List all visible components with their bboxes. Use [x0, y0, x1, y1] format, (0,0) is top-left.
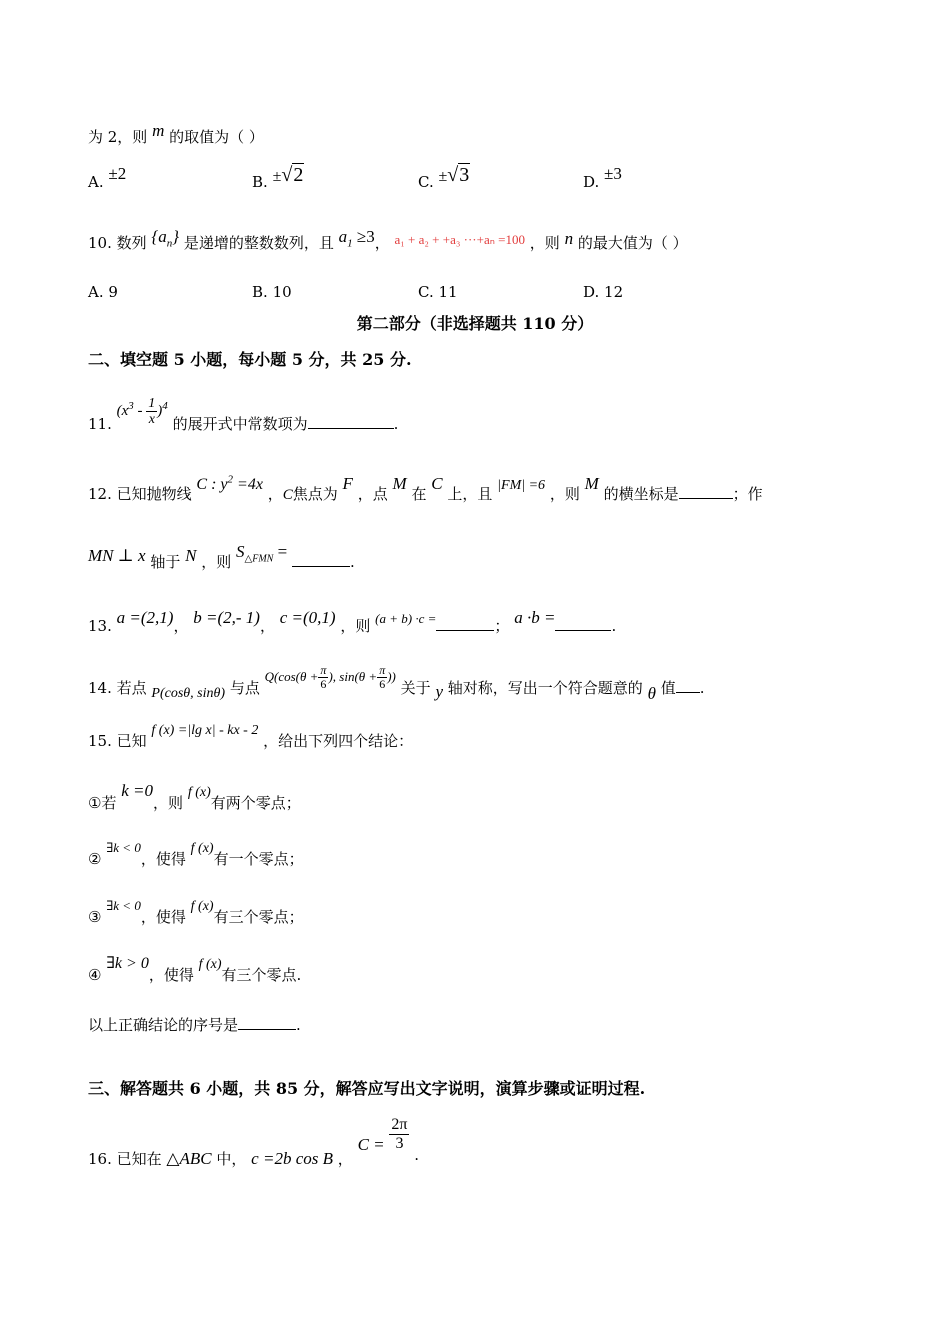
q13: 13. a =(2,1)， b =(2,- 1)， c =(0,1) ，则 (a + b) ·c = ； a ·b = .	[88, 608, 617, 635]
q15-stem: 15. 已知 f (x) =|lg x| - kx - 2 ，给出下列四个结论：	[88, 723, 414, 750]
sqrt-two: ±√2	[272, 164, 304, 186]
q15-item-1: ①若 k =0，则 f (x)有两个零点；	[88, 781, 301, 812]
sequence-an: $\{a_n\}$	[151, 227, 180, 250]
q10-option-d[interactable]: D. 12	[583, 283, 624, 301]
q15-item-4: ④ ∃k > 0，使得 f (x)有三个零点.	[88, 955, 302, 984]
q13-answer-blank-1[interactable]	[436, 616, 494, 631]
q16: 16. 已知在 △ABC 中， c =2b cos B ， C = $\frac{2\pi}{3}$ .	[88, 1116, 420, 1169]
q9-option-a[interactable]: A. ±2	[88, 164, 127, 191]
fm-distance: |FM| =6	[497, 478, 546, 493]
q15-answer-blank[interactable]	[238, 1015, 296, 1030]
q12-line1: 12. 已知抛物线 C : $y^2 =4x$ ，C焦点为 F ，点 M 在 C 上，且 |FM| =6 ，则 M 的横坐标是 ；作	[88, 473, 763, 503]
vector-a: a =(2,1)	[116, 608, 174, 627]
q10-option-b[interactable]: B. 10	[252, 283, 292, 301]
perpendicular-expression: MN ⊥ x	[88, 546, 146, 565]
q12-answer-blank-1[interactable]	[679, 484, 733, 499]
condition-a1: $a_1 \ge 3$	[338, 227, 375, 250]
function-f: f (x) =|lg x| - kx - 2	[151, 723, 259, 738]
vector-b: b =(2,- 1)	[193, 608, 260, 627]
q15-item-2: ② ∃k < 0，使得 f (x)有一个零点；	[88, 840, 304, 868]
q9-option-c[interactable]: C. ±√3	[418, 164, 470, 191]
point-q: Q(cos(θ + $\frac{\pi}{6}$ ), sin(θ + $\frac{\pi}{6}$ ))	[264, 663, 396, 692]
parabola-equation: C : $y^2 =4x$	[196, 473, 263, 493]
area-symbol: $S_{\triangle FMN}$ =	[236, 542, 288, 565]
sqrt-three: ±√3	[438, 164, 470, 186]
section3-title: 三、解答题共 6 小题，共 85 分，解答应写出文字说明，演算步骤或证明过程.	[88, 1079, 646, 1098]
sum-condition: a₁ + a₂ + +a₃ ···+aₙ =100	[394, 232, 525, 247]
q9-option-d[interactable]: D. ±3	[583, 164, 622, 191]
point-p: P(cosθ, sinθ)	[151, 685, 226, 701]
q11-answer-blank[interactable]	[308, 414, 394, 429]
q12-line2: MN ⊥ x 轴于 N ，则 $S_{\triangle FMN}$ = .	[88, 542, 355, 571]
q13-answer-blank-2[interactable]	[555, 616, 611, 631]
q9-stem: 为 2，则 m 的取值为（ ）	[88, 121, 264, 146]
q14: 14. 若点 P(cosθ, sinθ) 与点 Q(cos(θ + $\frac{\pi}{6}$ ), sin(θ + $\frac{\pi}{6}$ )) 关于 y 轴对称，写出一个符合题意的 θ 值 .	[88, 663, 705, 703]
part2-title: 第二部分（非选择题共 110 分）	[356, 314, 594, 333]
q9-option-b[interactable]: B. ±√2	[252, 164, 304, 191]
q14-answer-blank[interactable]	[676, 678, 700, 693]
q15-summary: 以上正确结论的序号是 .	[88, 1016, 301, 1034]
q15-item-3: ③ ∃k < 0，使得 f (x)有三个零点；	[88, 898, 304, 926]
vector-c: c =(0,1)	[279, 608, 336, 627]
q11: 11. ($x^3$ - $\frac{1}{x}$ )$^4$ 的展开式中常数项为 .	[88, 396, 399, 434]
q12-answer-blank-2[interactable]	[292, 552, 350, 567]
q10-option-c[interactable]: C. 11	[418, 283, 458, 301]
section2-title: 二、填空题 5 小题，每小题 5 分，共 25 分.	[88, 350, 412, 369]
q11-expression: ($x^3$ - $\frac{1}{x}$ )$^4$	[116, 396, 168, 428]
angle-fraction: $\frac{2\pi}{3}$	[391, 1116, 408, 1152]
q10-option-a[interactable]: A. 9	[88, 283, 118, 301]
q10-stem: 10. 数列 $\{a_n\}$ 是递增的整数数列，且 $a_1 \ge 3$， a₁ + a₂ + +a₃ ···+aₙ =100 ，则 n 的最大值为（ ）	[88, 227, 688, 252]
equation-c: c =2b cos B	[251, 1149, 333, 1169]
